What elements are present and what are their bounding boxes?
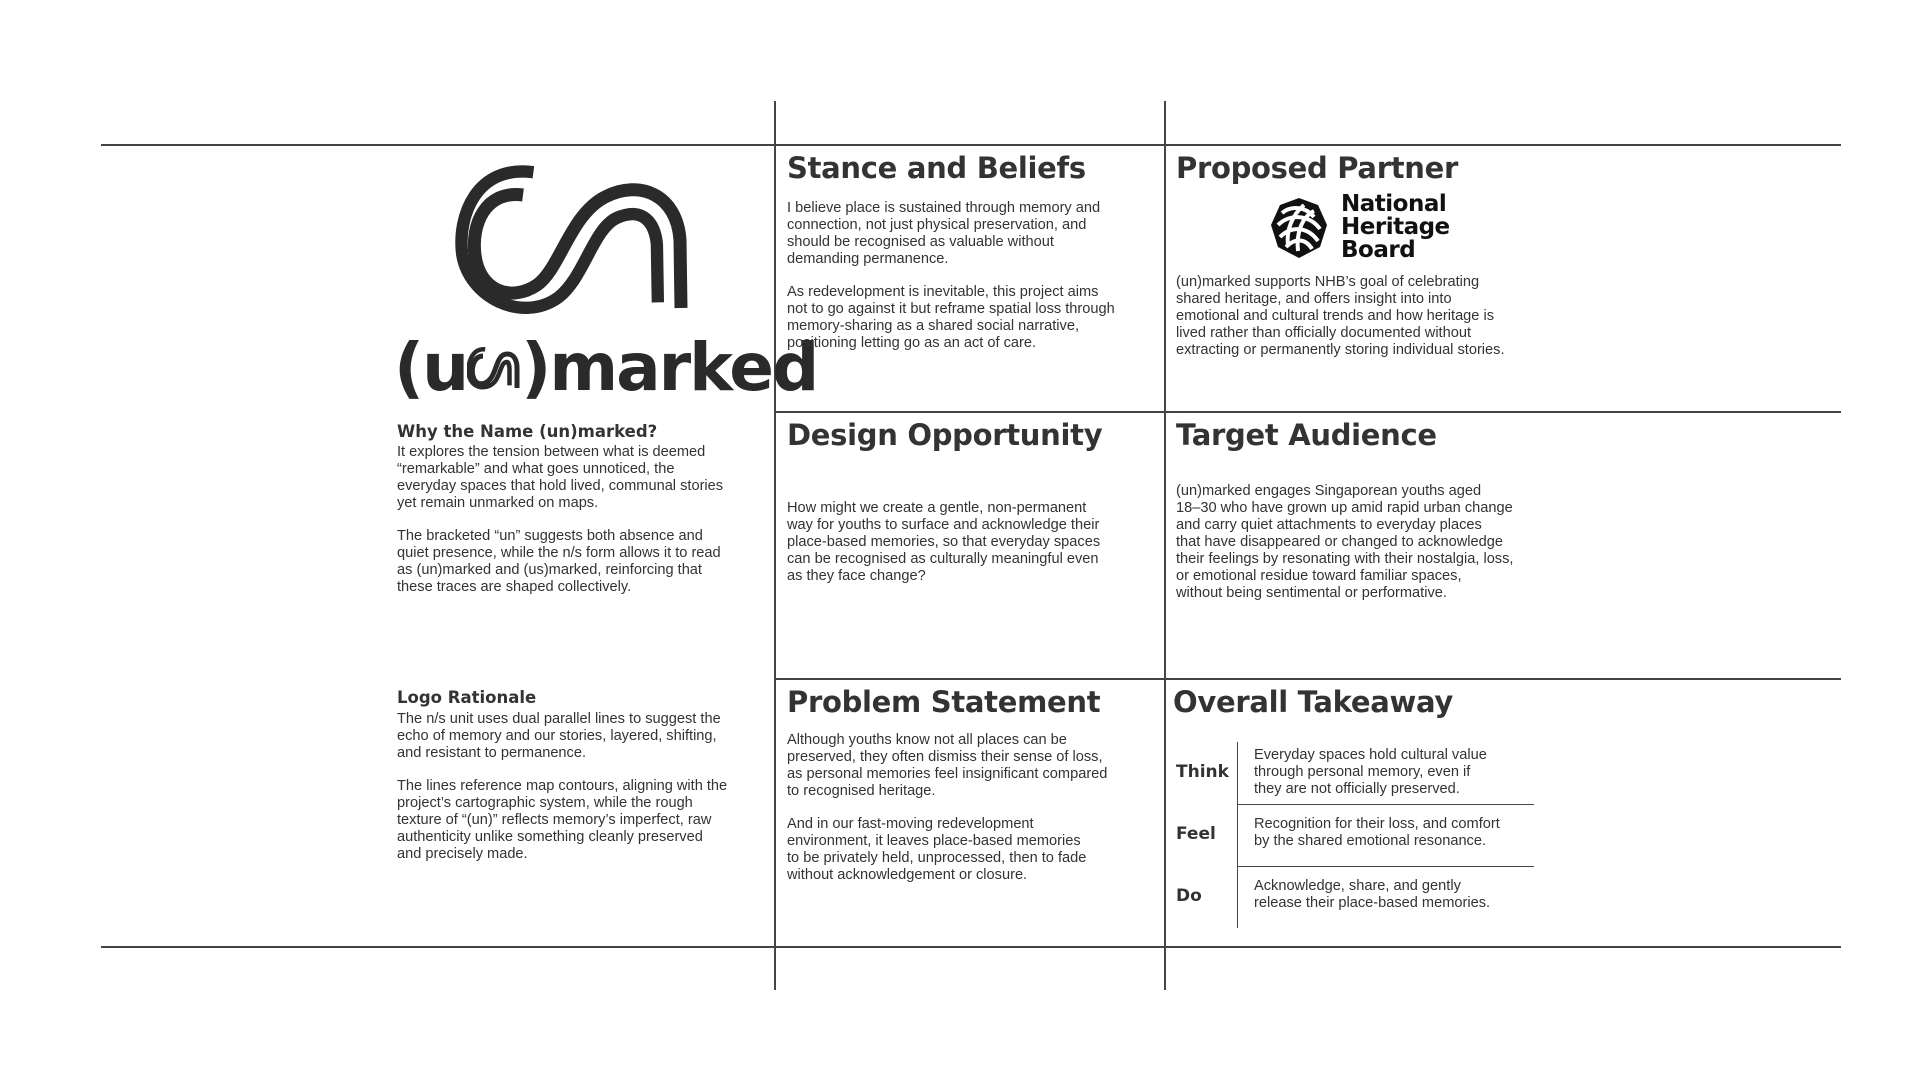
problem-statement-title: Problem Statement	[787, 685, 1101, 719]
grid-line-col2	[1164, 101, 1166, 990]
stance-title: Stance and Beliefs	[787, 151, 1086, 185]
nhb-logo-line-1: National	[1341, 191, 1447, 217]
takeaway-do-label: Do	[1176, 886, 1202, 906]
partner-title: Proposed Partner	[1176, 151, 1458, 185]
design-opportunity-paragraph: How might we create a gentle, non-permanent way for youths to surface and acknowledge their place-based memories, so that everyday spaces can be recognised as culturally meaningful even as they face change?	[787, 500, 1101, 584]
takeaway-divider-1	[1237, 804, 1534, 805]
nhb-logo-line-3: Board	[1341, 237, 1416, 263]
ns-small-icon	[467, 342, 521, 392]
wordmark	[394, 328, 817, 408]
wordmark-prefix: (u	[394, 329, 468, 406]
takeaway-divider-2	[1237, 866, 1534, 867]
takeaway-feel-label: Feel	[1176, 824, 1216, 844]
ns-double-line-icon	[455, 155, 705, 315]
logo-rationale-paragraph-2: The lines reference map contours, aligning with the project’s cartographic system, while the rough texture of “(un)” reflects memory’s imperfect, raw authenticity unlike something cleanly preserved and precisely made.	[397, 778, 728, 862]
grid-line-top	[101, 144, 1841, 146]
takeaway-feel-text: Recognition for their loss, and comfort by the shared emotional resonance.	[1254, 816, 1500, 849]
takeaway-divider-vertical	[1237, 742, 1238, 928]
nhb-emblem-icon	[1268, 195, 1330, 261]
why-name-title: Why the Name (un)marked?	[397, 422, 658, 441]
grid-line-bottom	[101, 946, 1841, 948]
target-audience-paragraph: (un)marked engages Singaporean youths aged 18–30 who have grown up amid rapid urban change and carry quiet attachments to everyday places that have disappeared or changed to acknowledge their feelings by resonating with their nostalgia, loss, or emotional residue toward familiar spaces, without being sentimental or performative.	[1176, 483, 1514, 601]
takeaway-title: Overall Takeaway	[1173, 685, 1454, 719]
target-audience-title: Target Audience	[1176, 418, 1437, 452]
grid-line-row1	[775, 411, 1841, 413]
problem-paragraph-2: And in our fast-moving redevelopment environment, it leaves place-based memories to be privately held, unprocessed, then to fade without acknowledgement or closure.	[787, 816, 1087, 883]
logo-rationale-paragraph-1: The n/s unit uses dual parallel lines to suggest the echo of memory and our stories, layered, shifting, and resistant to permanence.	[397, 711, 721, 761]
takeaway-think-label: Think	[1176, 762, 1229, 782]
grid-line-row2	[775, 678, 1841, 680]
partner-paragraph: (un)marked supports NHB’s goal of celebrating shared heritage, and offers insight into into emotional and cultural trends and how heritage is lived rather than officially documented without extracting or permanently storing individual stories.	[1176, 274, 1505, 358]
stance-paragraph-1: I believe place is sustained through memory and connection, not just physical preservation, and should be recognised as valuable without demanding permanence.	[787, 200, 1101, 267]
takeaway-do-text: Acknowledge, share, and gently release their place-based memories.	[1254, 878, 1491, 911]
grid-line-col1	[774, 101, 776, 990]
logo-rationale-title: Logo Rationale	[397, 688, 537, 707]
problem-paragraph-1: Although youths know not all places can be preserved, they often dismiss their sense of loss, as personal memories feel insignificant compared to recognised heritage.	[787, 732, 1108, 799]
takeaway-think-text: Everyday spaces hold cultural value through personal memory, even if they are not officially preserved.	[1254, 747, 1487, 797]
nhb-logo	[1268, 193, 1453, 263]
stance-paragraph-2: As redevelopment is inevitable, this project aims not to go against it but reframe spatial loss through memory-sharing as a shared social narrative, positioning letting go as an act of care.	[787, 284, 1115, 351]
why-name-paragraph-2: The bracketed “un” suggests both absence and quiet presence, while the n/s form allows it to read as (un)marked and (us)marked, reinforcing that these traces are shaped collectively.	[397, 528, 721, 595]
why-name-paragraph-1: It explores the tension between what is deemed “remarkable” and what goes unnoticed, the everyday spaces that hold lived, communal stories yet remain unmarked on maps.	[397, 444, 724, 511]
wordmark-suffix: )marked	[521, 329, 818, 406]
nhb-logo-line-2: Heritage	[1341, 214, 1450, 240]
design-opportunity-title: Design Opportunity	[787, 418, 1103, 452]
